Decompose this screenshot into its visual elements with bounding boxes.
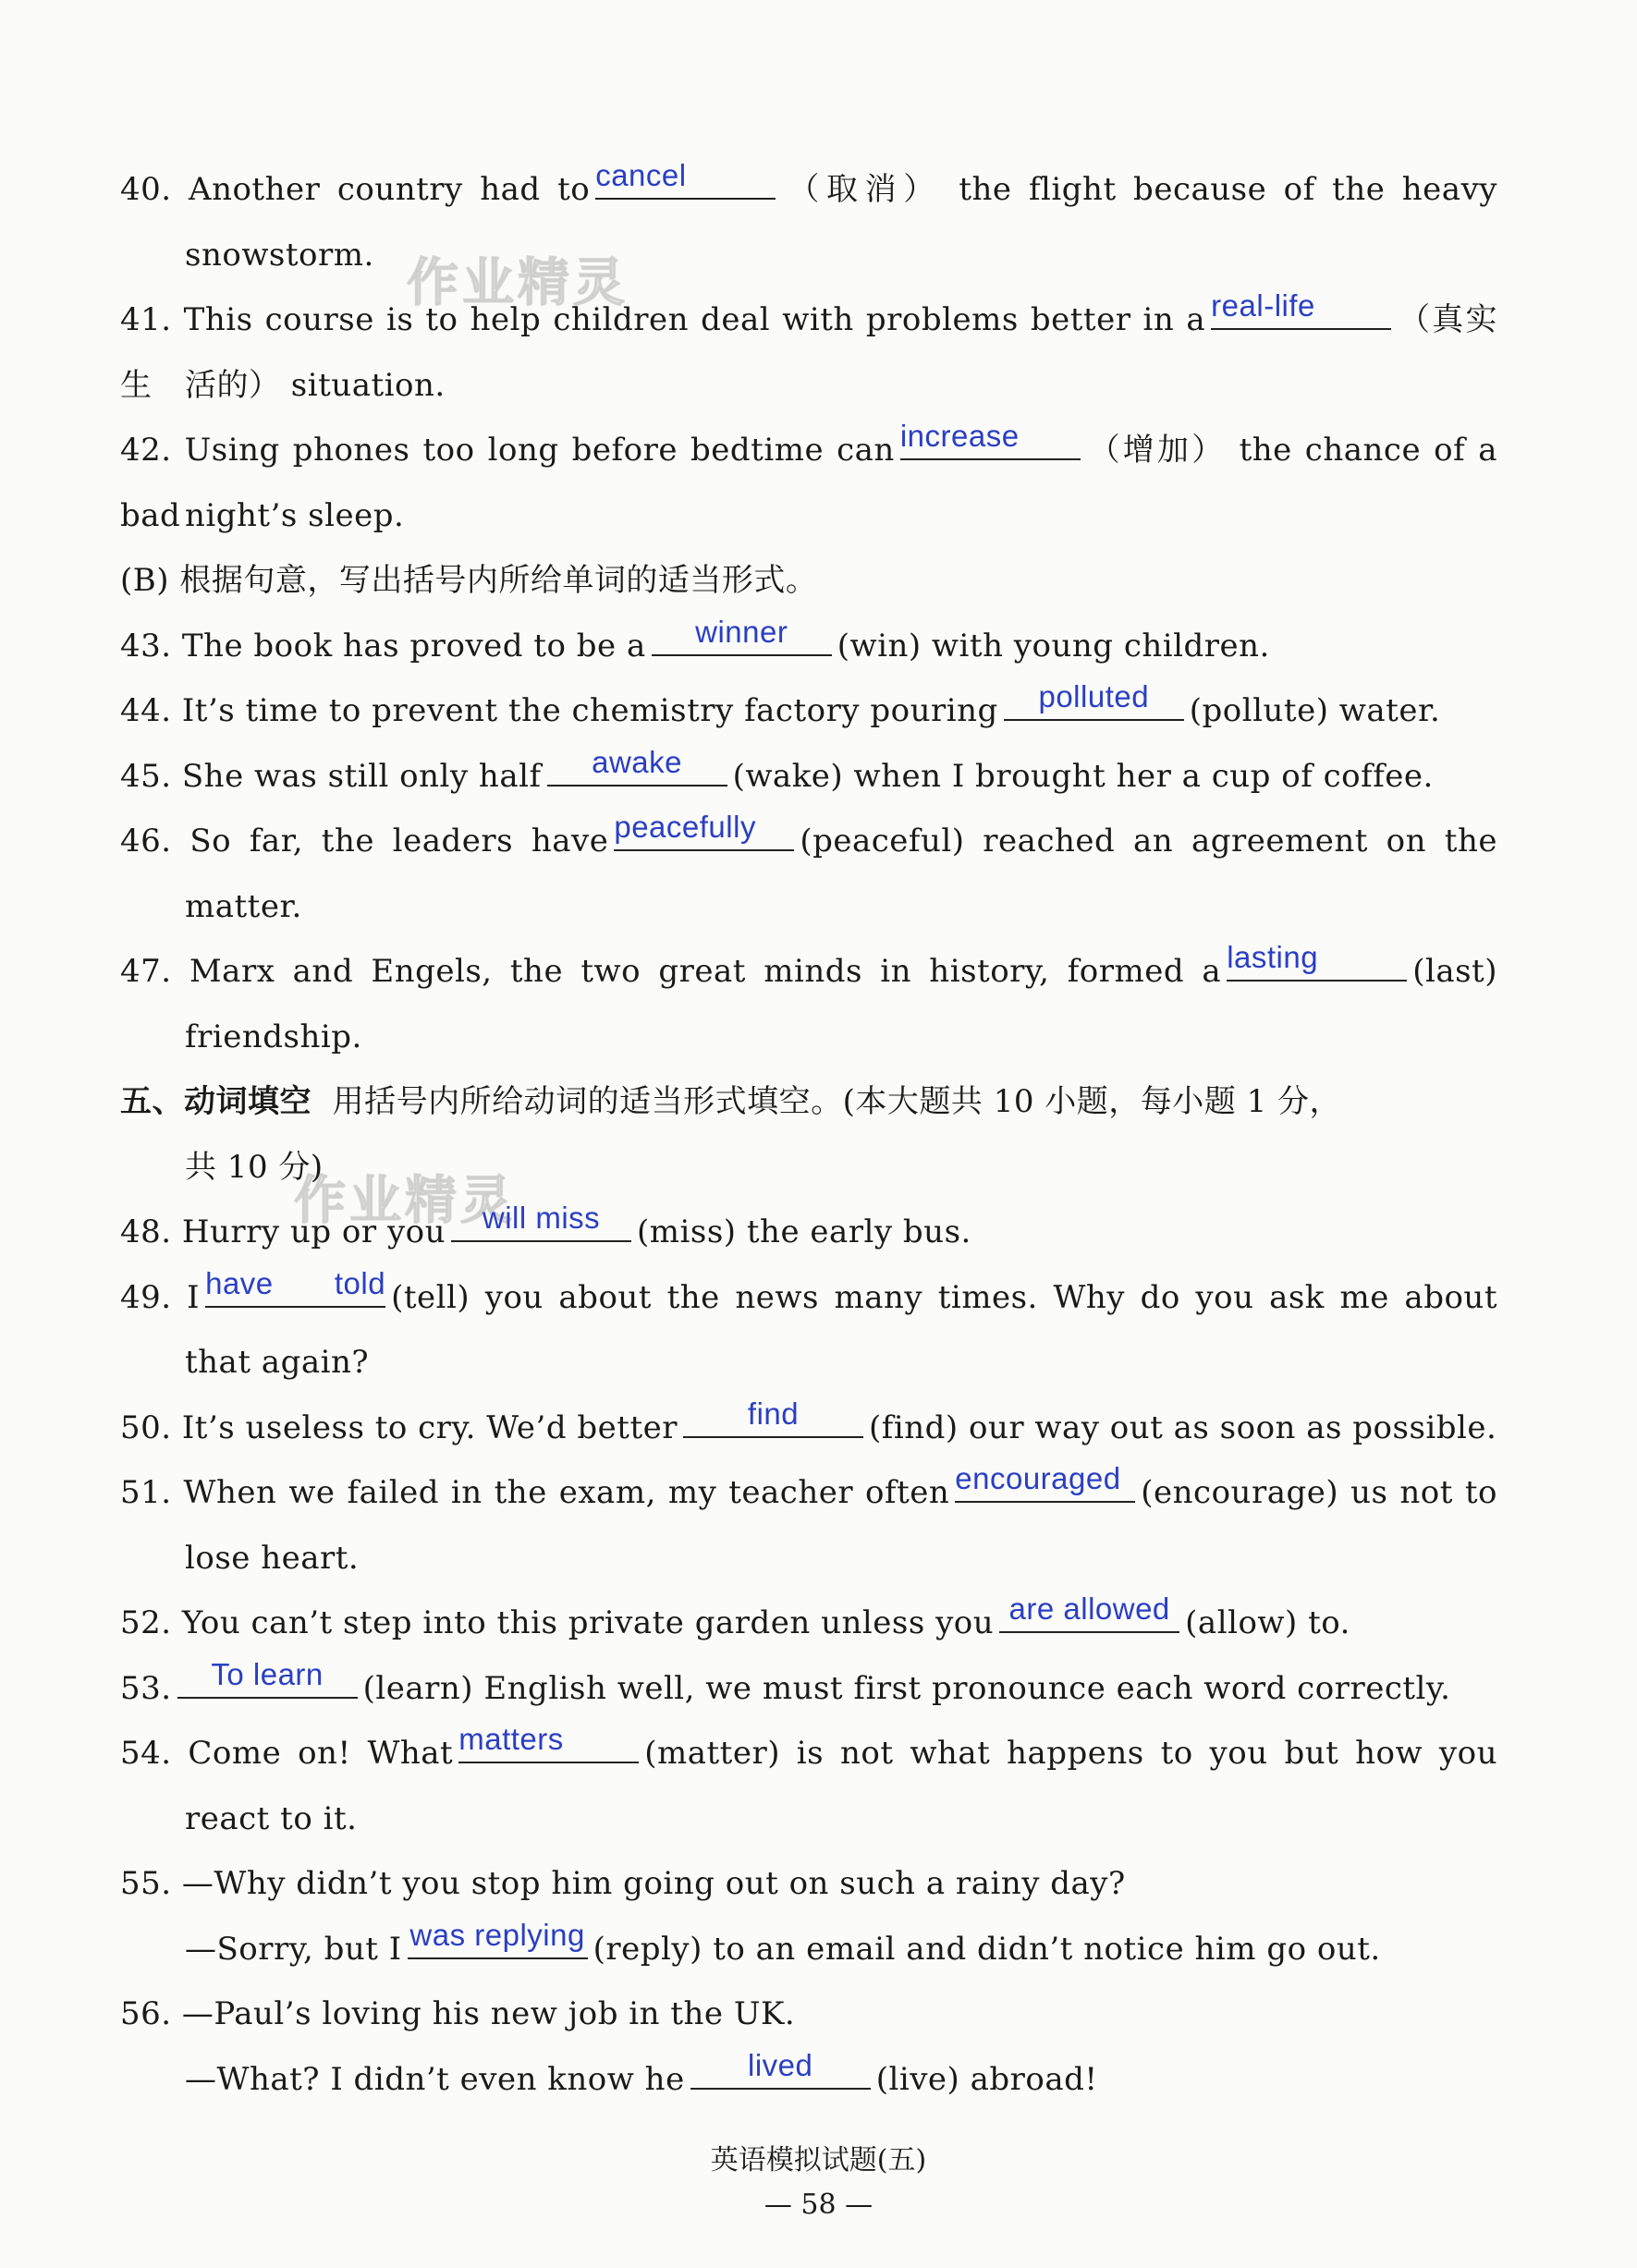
section-5-heading-cont: 共 10 分) <box>185 1148 324 1186</box>
question-53: 53. To learn (learn) English well, we must first pronounce each word correctly. <box>120 1656 1451 1707</box>
answer-blank[interactable]: are allowed <box>999 1605 1179 1633</box>
answer-blank[interactable]: lasting <box>1227 954 1407 982</box>
question-56: 56. —Paul’s loving his new job in the UK. <box>120 1995 796 2032</box>
answer-blank[interactable]: winner <box>652 628 832 656</box>
answer-blank[interactable]: increase <box>900 433 1081 460</box>
question-41-cont: 活的） situation. <box>185 366 446 404</box>
question-55: 55. —Why didn’t you stop him going out on such a rainy day? <box>120 1865 1126 1902</box>
question-51: 51. When we failed in the exam, my teacher often encouraged (encourage) us not to <box>120 1461 1497 1511</box>
answer-blank[interactable]: was replying <box>408 1932 588 1959</box>
section-b-heading: (B) 根据句意，写出括号内所给单词的适当形式。 <box>120 562 818 599</box>
question-54: 54. Come on! What matters (matter) is not what happens to you but how you <box>120 1722 1497 1772</box>
answer-blank[interactable]: cancel <box>595 172 776 200</box>
question-49: 49. I have told (tell) you about the news many times. Why do you ask me about <box>120 1265 1497 1316</box>
watermark-2: 作业精灵 <box>294 1171 516 1231</box>
answer-blank[interactable]: have told <box>205 1280 385 1308</box>
watermark-1: 作业精灵 <box>407 253 629 313</box>
question-55-reply: —Sorry, but I was replying (reply) to an email and didn’t notice him go out. <box>185 1917 1381 1968</box>
answer-blank[interactable]: awake <box>547 759 727 786</box>
question-52: 52. You can’t step into this private garden unless you are allowed (allow) to. <box>120 1591 1350 1641</box>
question-49-cont: that again? <box>185 1344 370 1381</box>
answer-blank[interactable]: will miss <box>451 1214 631 1242</box>
question-40-cont: snowstorm. <box>185 236 374 274</box>
question-42-cont: night’s sleep. <box>185 496 405 534</box>
question-43: 43. The book has proved to be a winner (win) with young children. <box>120 614 1270 665</box>
question-40: 40. Another country had to cancel （取消） the flight because of the heavy <box>120 158 1497 208</box>
question-51-cont: lose heart. <box>185 1539 360 1577</box>
question-48: 48. Hurry up or you will miss (miss) the early bus. <box>120 1201 971 1250</box>
question-47-cont: friendship. <box>185 1018 362 1055</box>
question-41: 41. This course is to help children deal with problems better in a real-life （真实生 <box>120 288 1497 404</box>
section-5-heading: 五、动词填空 用括号内所给动词的适当形式填空。(本大题共 10 小题，每小题 1 分， <box>120 1083 1342 1120</box>
page-number: — 58 — <box>764 2189 873 2221</box>
question-50: 50. It’s useless to cry. We’d better find (find) our way out as soon as possible. <box>120 1396 1497 1446</box>
answer-blank[interactable]: matters <box>458 1736 639 1763</box>
question-list <box>120 157 1497 2112</box>
answer-blank[interactable]: peacefully <box>614 823 794 851</box>
answer-blank[interactable]: lived <box>690 2062 871 2090</box>
answer-blank[interactable]: find <box>683 1410 863 1438</box>
question-47: 47. Marx and Engels, the two great minds in history, formed a lasting (last) <box>120 940 1497 990</box>
answer-blank[interactable]: encouraged <box>955 1475 1135 1503</box>
question-46-cont: matter. <box>185 887 302 925</box>
question-56-reply: —What? I didn’t even know he lived (live) abroad! <box>185 2047 1098 2098</box>
question-46: 46. So far, the leaders have peacefully (peaceful) reached an agreement on the <box>120 810 1497 860</box>
question-44: 44. It’s time to prevent the chemistry factory pouring polluted (pollute) water. <box>120 679 1441 729</box>
answer-blank[interactable]: To learn <box>177 1671 358 1699</box>
answer-blank[interactable]: polluted <box>1004 693 1184 721</box>
section-5-label: 五、动词填空 <box>120 1083 312 1120</box>
question-42: 42. Using phones too long before bedtime can increase （增加） the chance of a bad <box>120 419 1497 534</box>
question-54-cont: react to it. <box>185 1799 358 1837</box>
answer-blank[interactable]: real-life <box>1211 302 1391 330</box>
question-45: 45. She was still only half awake (wake) when I brought her a cup of coffee. <box>120 744 1434 795</box>
footer-title: 英语模拟试题(五) <box>710 2144 927 2177</box>
